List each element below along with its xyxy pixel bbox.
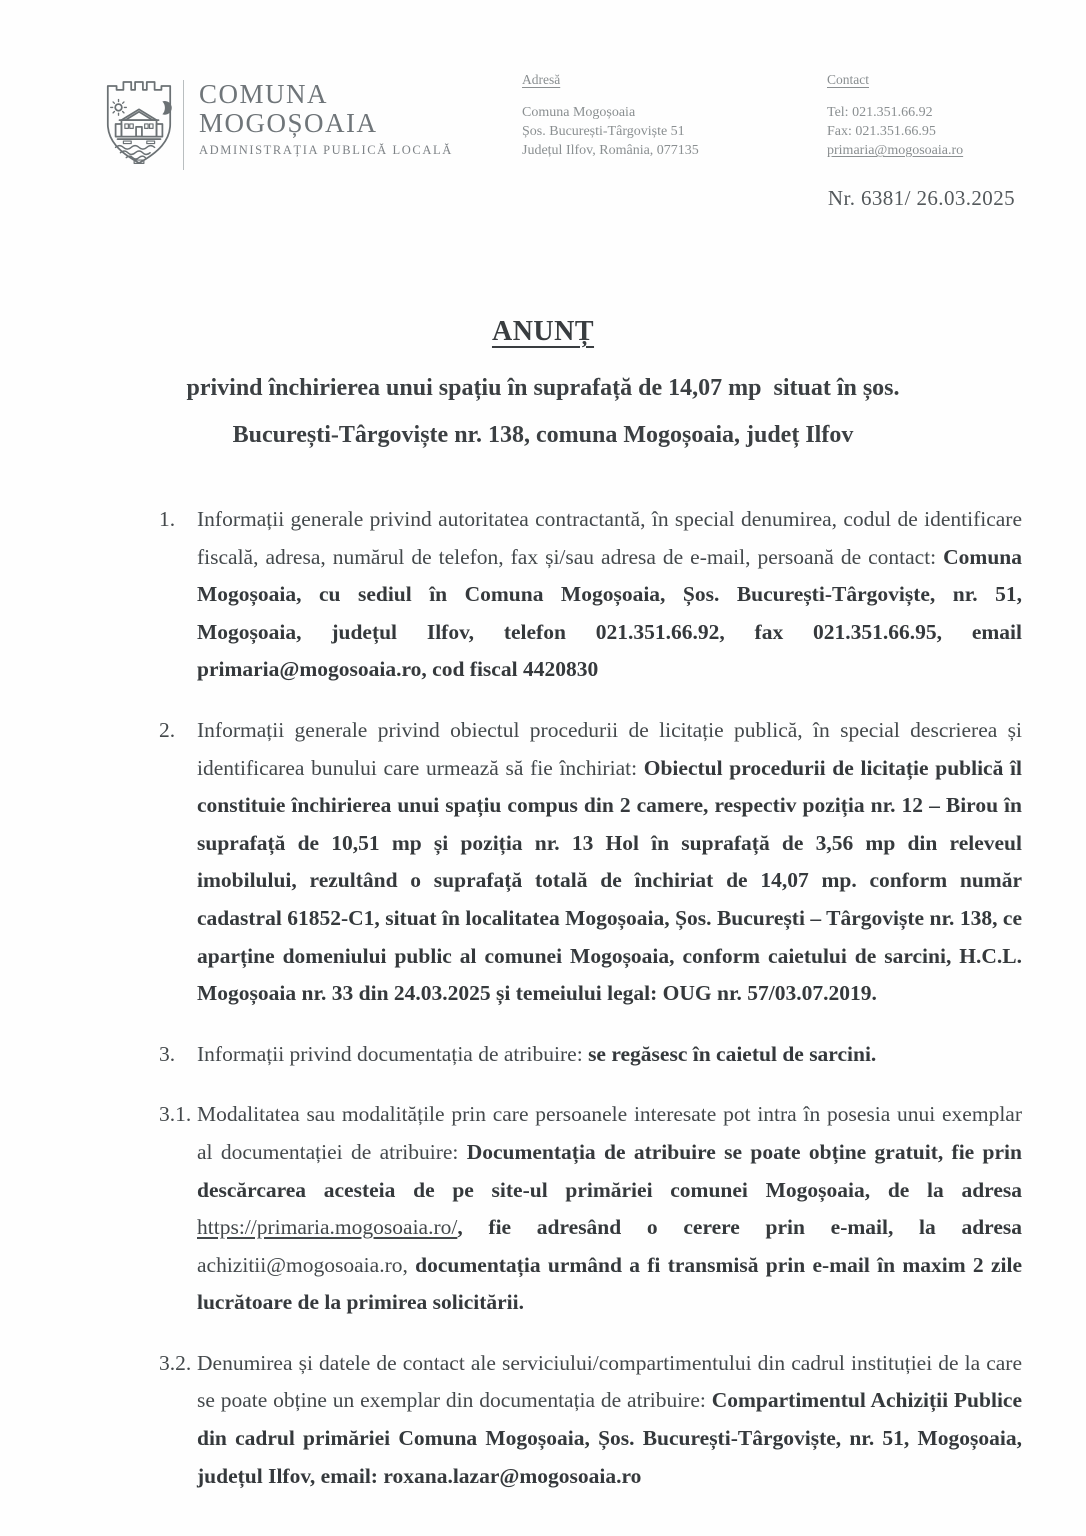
org-name-line1: COMUNA (199, 79, 329, 109)
org-subtitle: ADMINISTRAȚIA PUBLICĂ LOCALĂ (199, 143, 453, 157)
address-block (522, 70, 699, 160)
paragraph-3-1-bold-text-3: documentația urmând a fi transmisă prin e-mail în maxim 2 zile lucrătoare de la primirea solicitării. (197, 1252, 1022, 1315)
paragraph-3-1-bold-text-1: Documentația de atribuire se poate obține gratuit, fie prin descărcarea acesteia de pe site-ul primăriei comunei Mogoșoaia, de la adresa (197, 1139, 1022, 1202)
org-name-line2: MOGOȘOAIA (199, 108, 378, 138)
achizitii-email-text: achizitii@mogosoaia.ro, (197, 1252, 408, 1277)
subtitle-line-2: București-Târgoviște nr. 138, comuna Mogoșoaia, județ Ilfov (232, 422, 854, 448)
paragraph-3-2-number: 3.2. (159, 1350, 192, 1375)
paragraph-1-text: Informații generale privind autoritatea contractantă, în special denumirea, codul de identificare fiscală, adresa, numărul de telefon, fax și/sau adresa de e-mail, persoană de contact: (197, 507, 1022, 569)
registration-number: Nr. 6381/ 26.03.2025 (827, 186, 1015, 210)
paragraph-3-1-text: Modalitatea sau modalitățile prin care persoanele interesate pot intra în posesia unui exemplar al documentației de atribuire: (197, 1102, 1022, 1164)
org-name-block (199, 80, 453, 158)
paragraph-2-number: 2. (159, 717, 176, 742)
address-label: Adresă (522, 72, 561, 87)
address-line-1: Comuna Mogoșoaia (522, 105, 636, 120)
paragraph-3-text: Informații privind documentația de atribuire: (197, 1041, 589, 1066)
address-line-3: Județul Ilfov, România, 077135 (522, 143, 699, 158)
paragraph-3-bold-text: se regăsesc în caietul de sarcini. (588, 1041, 877, 1066)
paragraph-3-1-bold-text-2: , fie adresând o cerere prin e-mail, la adresa (457, 1215, 1022, 1240)
paragraph-3-1-number: 3.1. (159, 1102, 192, 1127)
primaria-website-link[interactable]: https://primaria.mogosoaia.ro/ (197, 1215, 458, 1240)
paragraph-3-1 (159, 1096, 1022, 1322)
header-divider (183, 80, 184, 170)
paragraph-3-2-text: Denumirea și datele de contact ale serviciului/compartimentului din cadrul instituției de la care se poate obține un exemplar din documentația de atribuire: (197, 1350, 1022, 1413)
municipality-crest-icon (100, 76, 178, 175)
contact-tel: Tel: 021.351.66.92 (827, 105, 933, 120)
paragraph-3-2-bold-text: Compartimentul Achiziții Publice din cadrul primăriei Comuna Mogoșoaia, Șos. București-Târgoviște, nr. 51, Mogoșoaia, județul Ilfov, email: roxana.lazar@mogosoaia.ro (197, 1388, 1023, 1488)
paragraph-1 (159, 501, 1022, 689)
paragraph-1-bold-text: Comuna Mogoșoaia, cu sediul în Comuna Mogoșoaia, Șos. București-Târgoviște, nr. 51, Mogoșoaia, județul Ilfov, telefon 021.351.66.92, fax 021.351.66.95, email primaria@mogosoaia.ro, cod fiscal 4420830 (197, 544, 1022, 682)
paragraph-2-bold-text: Obiectul procedurii de licitație publică îl constituie închirierea unui spațiu compus din 2 camere, respectiv poziția nr. 12 – Birou în suprafață de 10,51 mp și poziția nr. 13 Hol în suprafață de 3,56 mp din releveul imobilului, rezultând o suprafață totală de închiriat de 14,07 mp. conform număr cadastral 61852-C1, situat în localitatea Mogoșoaia, Șos. București – Târgoviște nr. 138, ce aparține domeniului public al comunei Mogoșoaia, conform caietului de sarcini, H.C.L. Mogoșoaia nr. 33 din 24.03.2025 și temeiului legal: OUG nr. 57/03.07.2019. (197, 755, 1022, 1006)
paragraph-3-2 (159, 1345, 1023, 1495)
contact-email-link[interactable]: primaria@mogosoaia.ro (827, 143, 964, 158)
paragraph-3 (159, 1036, 1022, 1074)
contact-block (827, 70, 963, 160)
page-subtitle (0, 365, 1086, 459)
document-body (0, 316, 1086, 1518)
paragraph-2-text: Informații generale privind obiectul procedurii de licitație publică, în special descrierea și identificarea bunului care urmează să fie închiriat: (197, 717, 1022, 780)
subtitle-line-1: privind închirierea unui spațiu în suprafață de 14,07 mp situat în șos. (186, 375, 900, 401)
address-line-2: Șos. București-Târgoviște 51 (522, 124, 685, 139)
contact-label: Contact (827, 72, 869, 87)
contact-fax: Fax: 021.351.66.95 (827, 124, 936, 139)
paragraph-3-number: 3. (159, 1041, 176, 1066)
paragraph-2 (159, 712, 1022, 1013)
paragraph-1-number: 1. (159, 507, 176, 531)
page-title: ANUNȚ (491, 316, 595, 347)
